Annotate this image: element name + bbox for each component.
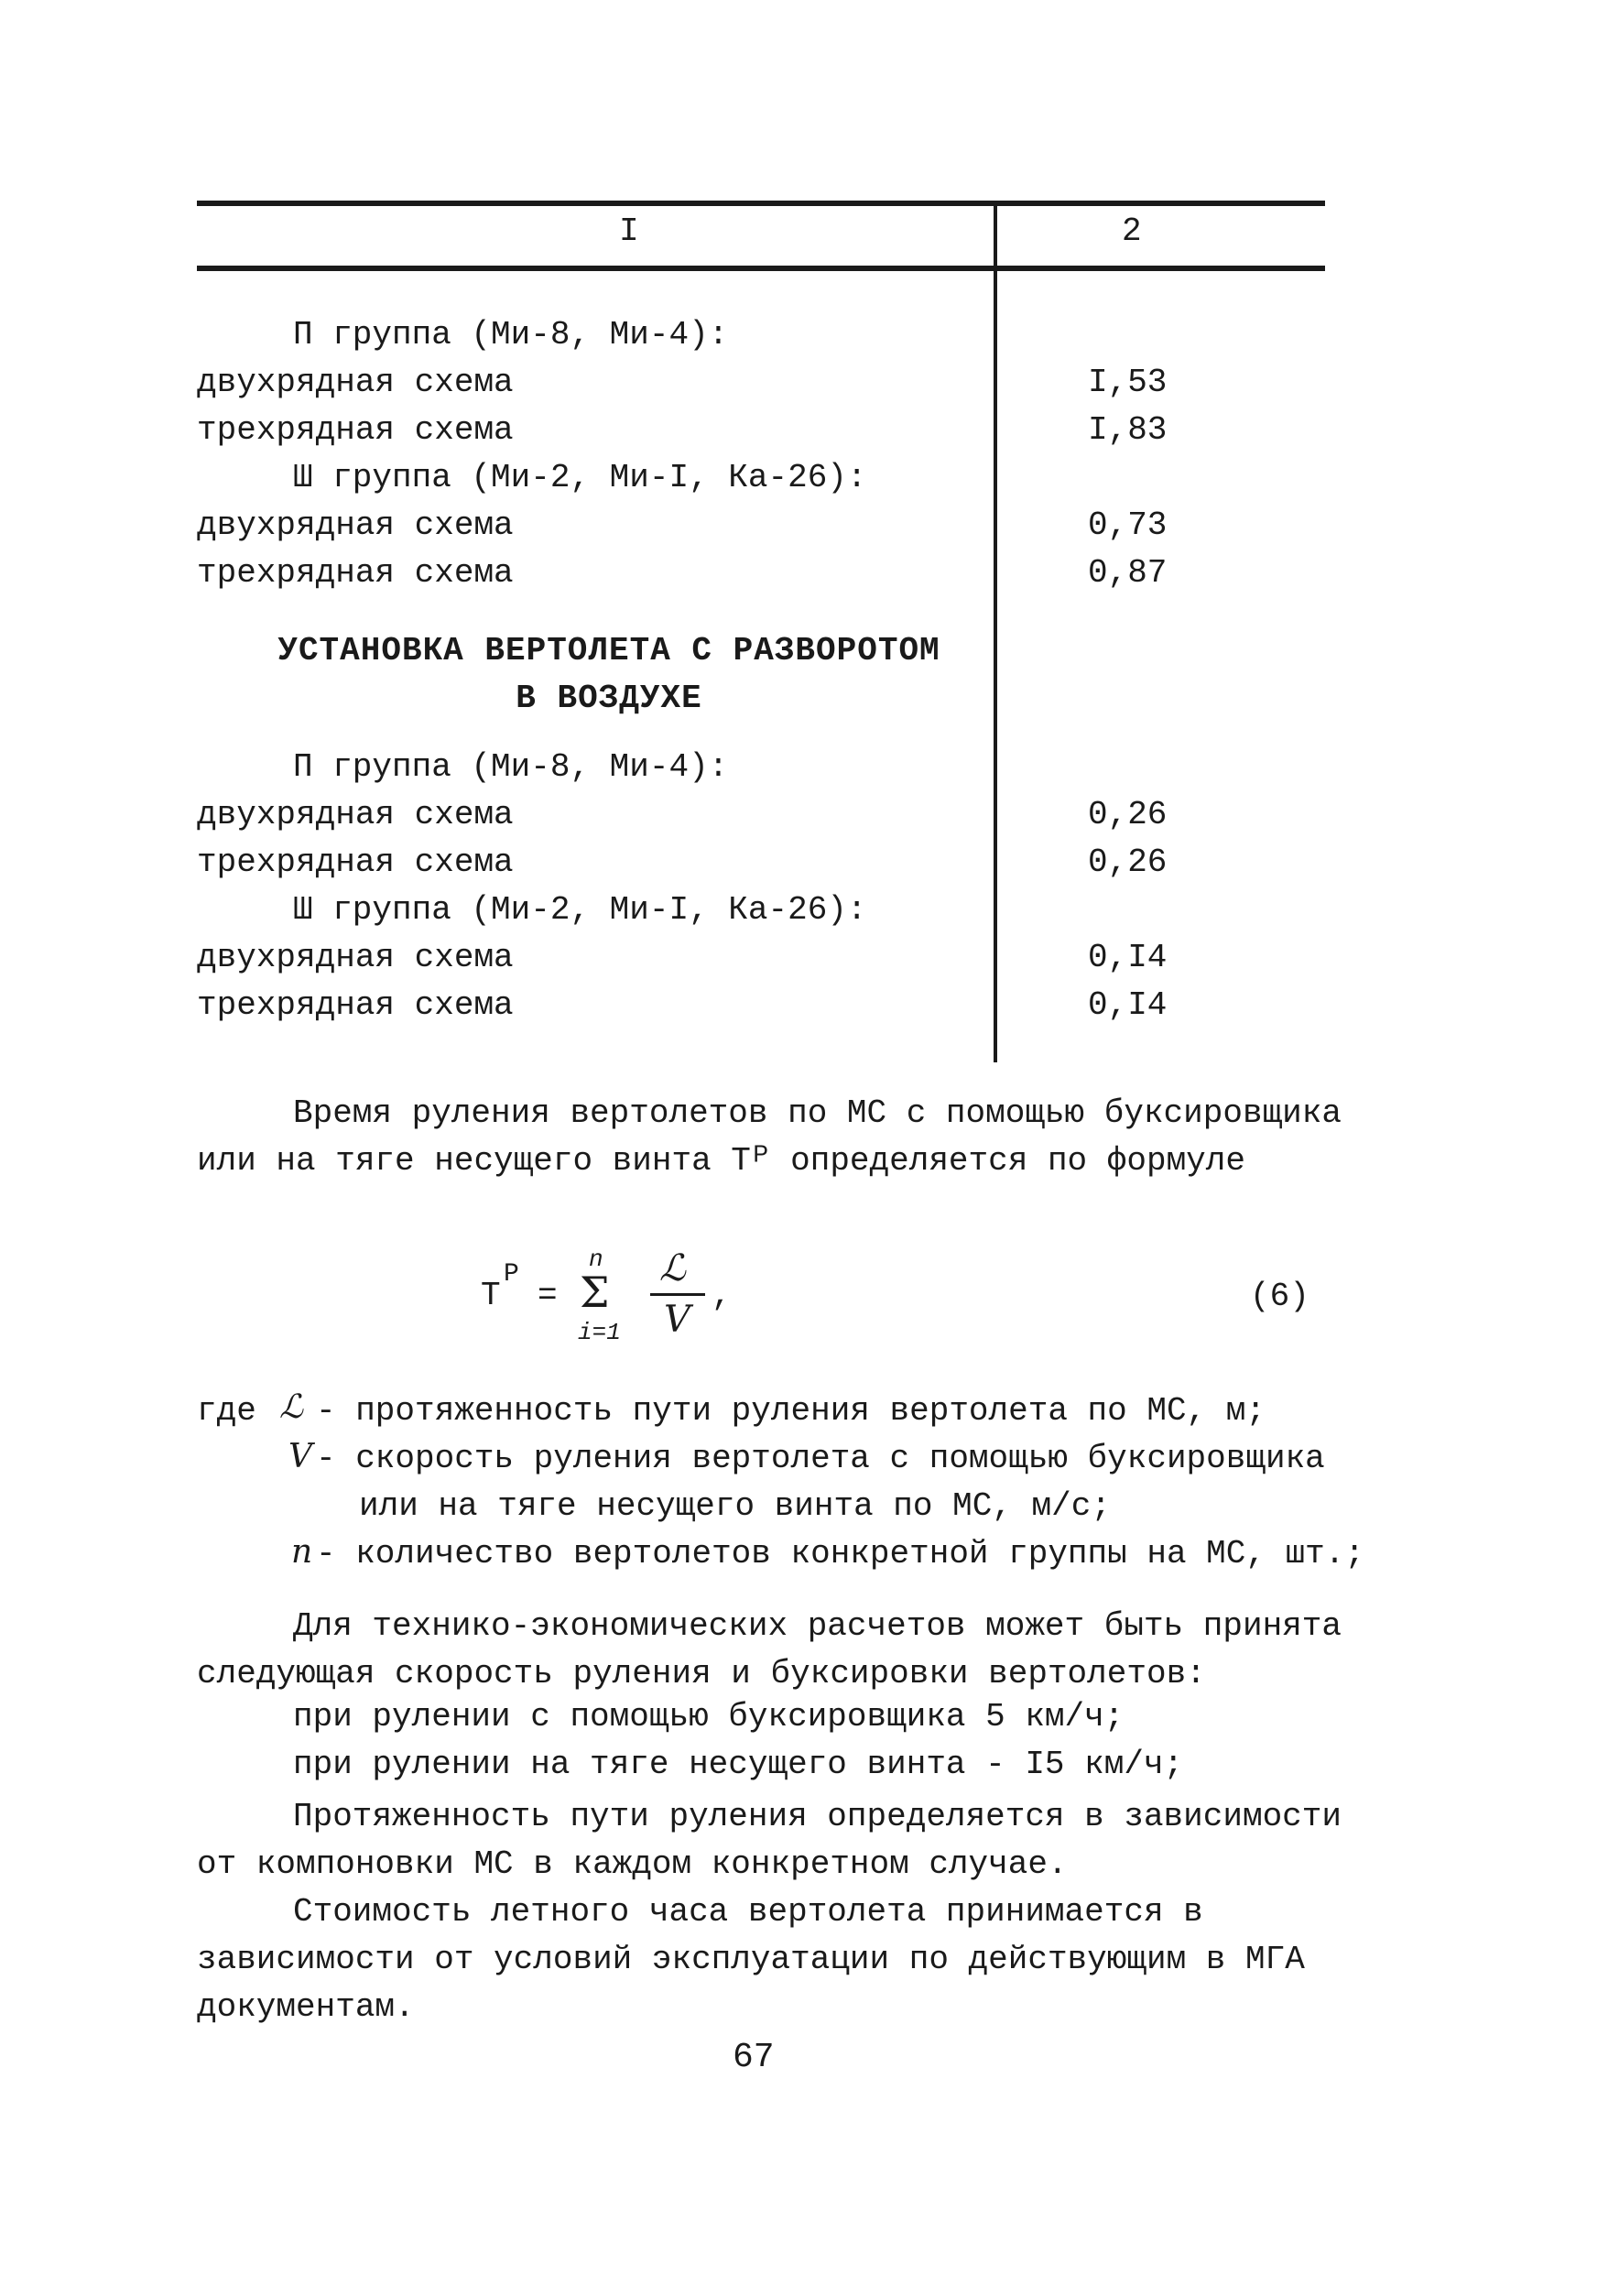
table-row-value: I,83 [1088, 411, 1168, 449]
speed-line-1: при рулении с помощью буксировщика 5 км/ч; [293, 1698, 1125, 1736]
group-heading: Ш группа (Ми-2, Ми-I, Ка-26): [293, 459, 867, 496]
table-row-value: 0,I4 [1088, 939, 1168, 976]
table-row-value: 0,87 [1088, 554, 1168, 592]
table-row-label: трехрядная схема [197, 986, 514, 1024]
definition-V-line2: или на тяге несущего винта по МС, м/с; [359, 1487, 1111, 1525]
formula-numerator: ℒ [659, 1247, 686, 1289]
table-row-value: 0,I4 [1088, 986, 1168, 1024]
table-column-divider [994, 203, 997, 1062]
formula [481, 1247, 755, 1357]
table-row-label: двухрядная схема [197, 364, 514, 401]
table-row-value: I,53 [1088, 364, 1168, 401]
table-header-rule [197, 266, 1325, 271]
table-row-label: трехрядная схема [197, 843, 514, 881]
speed-line-2: при рулении на тяге несущего винта - I5 км/ч; [293, 1746, 1184, 1783]
formula-lhs-superscript: P [504, 1260, 519, 1289]
where-label: где [197, 1392, 256, 1430]
table-header-col2: 2 [1122, 212, 1142, 250]
formula-comma: , [712, 1277, 732, 1314]
equation-number: (6) [1250, 1278, 1309, 1315]
formula-equals: = [538, 1277, 558, 1314]
paragraph-speed: Для технико-экономических расчетов может быть принята следующая скорость руления и буксировки вертолетов: [197, 1607, 1342, 1692]
table-row-label: двухрядная схема [197, 796, 514, 833]
definition-V-line1: - скорость руления вертолета с помощью буксировщика [316, 1440, 1325, 1477]
formula-denominator: V [664, 1299, 690, 1341]
table-row-value: 0,26 [1088, 796, 1168, 833]
paragraph-cost: Стоимость летного часа вертолета принимается в зависимости от условий эксплуатации по действующим в МГА документам. [197, 1893, 1305, 2026]
definition-L: - протяженность пути руления вертолета по МС, м; [316, 1392, 1266, 1430]
table-row-label: трехрядная схема [197, 554, 514, 592]
definition-symbol-L: ℒ [279, 1388, 303, 1426]
group-heading: П группа (Ми-8, Ми-4): [293, 748, 729, 786]
section-heading: УСТАНОВКА ВЕРТОЛЕТА С РАЗВОРОТОМ В ВОЗДУХЕ [277, 632, 940, 717]
page-number: 67 [733, 2038, 775, 2077]
formula-sum-sign: Σ [580, 1268, 610, 1317]
definition-symbol-n: n [291, 1533, 313, 1571]
table-top-rule [197, 201, 1325, 206]
group-heading: П группа (Ми-8, Ми-4): [293, 316, 729, 354]
formula-fraction-bar [650, 1293, 705, 1296]
paragraph-intro: Время руления вертолетов по МС с помощью буксировщика или на тяге несущего винта Tᴾ определяется по формуле [197, 1094, 1342, 1180]
group-heading: Ш группа (Ми-2, Ми-I, Ка-26): [293, 891, 867, 929]
definition-symbol-V: V [288, 1438, 312, 1475]
table-header-col1: I [619, 212, 639, 250]
table-row-label: двухрядная схема [197, 939, 514, 976]
formula-lhs: T [481, 1277, 501, 1314]
table-row-value: 0,73 [1088, 506, 1168, 544]
definition-n: - количество вертолетов конкретной группы на МС, шт.; [316, 1535, 1364, 1572]
formula-sum-lower: i=1 [578, 1319, 621, 1346]
table-row-value: 0,26 [1088, 843, 1168, 881]
paragraph-length: Протяженность пути руления определяется в зависимости от компоновки МС в каждом конкретном случае. [197, 1798, 1342, 1883]
table-row-label: двухрядная схема [197, 506, 514, 544]
table-row-label: трехрядная схема [197, 411, 514, 449]
formula-sum-upper: n [589, 1246, 603, 1273]
